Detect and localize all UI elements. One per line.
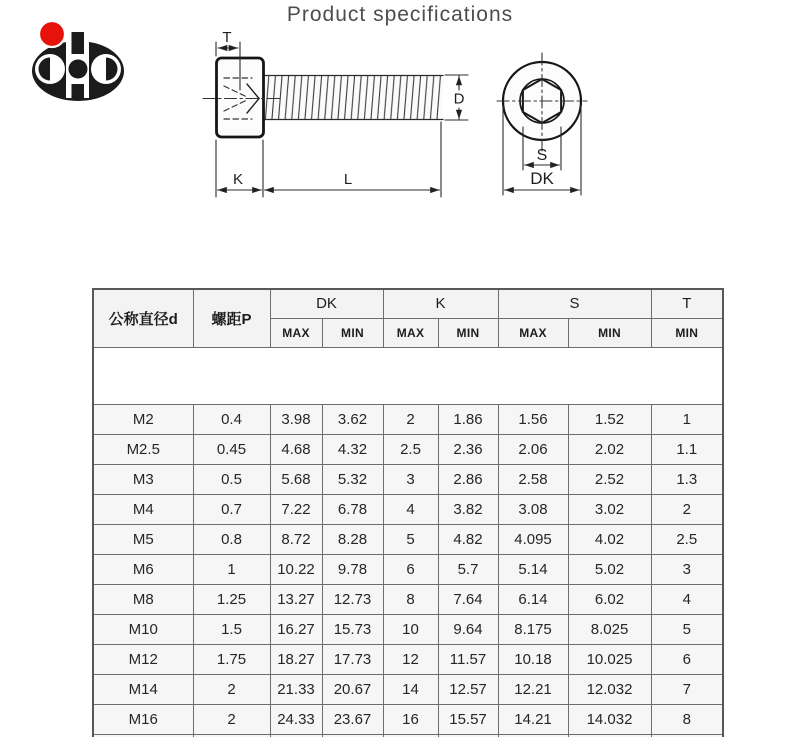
table-cell: M14 — [93, 674, 193, 704]
spec-table — [92, 288, 724, 737]
table-cell: 8.025 — [568, 614, 651, 644]
brand-logo-icon — [32, 21, 124, 101]
table-cell: 1.3 — [651, 464, 723, 494]
table-cell: 1.56 — [498, 404, 568, 434]
table-cell: 2.58 — [498, 464, 568, 494]
table-cell: 0.7 — [193, 494, 270, 524]
table-row — [93, 584, 723, 614]
empty-spacer-row — [93, 347, 723, 404]
table-cell: 2.86 — [438, 464, 498, 494]
table-cell: 3.02 — [568, 494, 651, 524]
header-t-min: MIN — [651, 318, 723, 347]
table-cell: 5.7 — [438, 554, 498, 584]
table-cell: 2.52 — [568, 464, 651, 494]
table-row — [93, 644, 723, 674]
table-cell: 0.4 — [193, 404, 270, 434]
table-cell: 12 — [383, 644, 438, 674]
table-cell: 20.67 — [322, 674, 383, 704]
table-cell: 1.52 — [568, 404, 651, 434]
spacer-cell — [93, 347, 723, 404]
table-cell: M5 — [93, 524, 193, 554]
table-cell: 4.02 — [568, 524, 651, 554]
header-group-dk: DK — [270, 289, 383, 318]
table-cell: 12.032 — [568, 674, 651, 704]
table-cell: 5 — [651, 614, 723, 644]
spec-table-rows — [93, 404, 723, 734]
table-cell: 6 — [383, 554, 438, 584]
header-group-s: S — [498, 289, 651, 318]
table-cell: 8.72 — [270, 524, 322, 554]
table-cell: 5.68 — [270, 464, 322, 494]
table-cell: 3.82 — [438, 494, 498, 524]
table-cell: 0.8 — [193, 524, 270, 554]
table-cell: 18.27 — [270, 644, 322, 674]
table-cell: 6 — [651, 644, 723, 674]
table-cell: 12.21 — [498, 674, 568, 704]
table-cell: 5.32 — [322, 464, 383, 494]
page-title: Product specifications — [286, 3, 514, 26]
table-row — [93, 674, 723, 704]
table-cell: 14.032 — [568, 704, 651, 734]
table-cell: 2.02 — [568, 434, 651, 464]
table-cell: 11.57 — [438, 644, 498, 674]
dim-label-S: S — [536, 147, 548, 164]
table-cell: M16 — [93, 704, 193, 734]
header-pitch: 螺距P — [193, 289, 270, 347]
table-cell: 6.02 — [568, 584, 651, 614]
table-cell: 5.14 — [498, 554, 568, 584]
table-cell: 2.5 — [383, 434, 438, 464]
header-dk-max: MAX — [270, 318, 322, 347]
table-cell: 3.08 — [498, 494, 568, 524]
table-cell: 23.67 — [322, 704, 383, 734]
table-cell: 5 — [383, 524, 438, 554]
table-cell: 4.68 — [270, 434, 322, 464]
table-cell: 2 — [193, 674, 270, 704]
table-cell: M12 — [93, 644, 193, 674]
table-cell: 0.5 — [193, 464, 270, 494]
table-cell: 14.21 — [498, 704, 568, 734]
table-row — [93, 554, 723, 584]
table-cell: 16 — [383, 704, 438, 734]
table-cell: 4.82 — [438, 524, 498, 554]
table-cell: 4.32 — [322, 434, 383, 464]
table-row — [93, 524, 723, 554]
table-cell: 3.62 — [322, 404, 383, 434]
table-cell: 2 — [651, 494, 723, 524]
table-row — [93, 464, 723, 494]
header-group-k: K — [383, 289, 498, 318]
table-cell: 7.22 — [270, 494, 322, 524]
table-cell: 1.75 — [193, 644, 270, 674]
dim-label-DK: DK — [530, 169, 554, 188]
table-cell: 2.5 — [651, 524, 723, 554]
table-cell: 9.78 — [322, 554, 383, 584]
table-cell: 13.27 — [270, 584, 322, 614]
table-cell: 2 — [383, 404, 438, 434]
table-cell: 21.33 — [270, 674, 322, 704]
header-k-min: MIN — [438, 318, 498, 347]
table-cell: 14 — [383, 674, 438, 704]
table-cell: 4 — [651, 584, 723, 614]
table-cell: 10.22 — [270, 554, 322, 584]
screw-side-view — [203, 29, 468, 197]
dim-label-K: K — [232, 171, 244, 188]
table-cell: 4.095 — [498, 524, 568, 554]
table-cell: 6.78 — [322, 494, 383, 524]
header-k-max: MAX — [383, 318, 438, 347]
table-cell: 15.57 — [438, 704, 498, 734]
table-cell: 8 — [383, 584, 438, 614]
table-row — [93, 614, 723, 644]
table-cell: M2 — [93, 404, 193, 434]
table-cell: 1.1 — [651, 434, 723, 464]
table-cell: M10 — [93, 614, 193, 644]
table-cell: 9.64 — [438, 614, 498, 644]
screw-end-view — [497, 53, 587, 195]
table-row — [93, 704, 723, 734]
table-row — [93, 434, 723, 464]
spec-table-header — [93, 289, 723, 347]
table-cell: 3.98 — [270, 404, 322, 434]
table-cell: M3 — [93, 464, 193, 494]
table-cell: 1.86 — [438, 404, 498, 434]
table-cell: M4 — [93, 494, 193, 524]
table-cell: 10 — [383, 614, 438, 644]
table-cell: 4 — [383, 494, 438, 524]
table-cell: 8 — [651, 704, 723, 734]
table-cell: 2.06 — [498, 434, 568, 464]
dim-label-D: D — [453, 90, 465, 108]
table-cell: 7.64 — [438, 584, 498, 614]
header-s-max: MAX — [498, 318, 568, 347]
header-dk-min: MIN — [322, 318, 383, 347]
header-group-t: T — [651, 289, 723, 318]
table-cell: 0.45 — [193, 434, 270, 464]
table-cell: 17.73 — [322, 644, 383, 674]
table-cell: 3 — [383, 464, 438, 494]
dim-label-L: L — [343, 171, 353, 188]
table-cell: 5.02 — [568, 554, 651, 584]
table-cell: 12.73 — [322, 584, 383, 614]
table-cell: 2 — [193, 704, 270, 734]
table-cell: 10.18 — [498, 644, 568, 674]
table-cell: 8.175 — [498, 614, 568, 644]
table-cell: 15.73 — [322, 614, 383, 644]
table-cell: 24.33 — [270, 704, 322, 734]
table-cell: 6.14 — [498, 584, 568, 614]
table-cell: 8.28 — [322, 524, 383, 554]
header-s-min: MIN — [568, 318, 651, 347]
table-row — [93, 494, 723, 524]
table-cell: 7 — [651, 674, 723, 704]
table-row — [93, 404, 723, 434]
table-cell: 10.025 — [568, 644, 651, 674]
table-cell: M6 — [93, 554, 193, 584]
header-nominal-diameter: 公称直径d — [93, 289, 193, 347]
table-cell: 12.57 — [438, 674, 498, 704]
table-cell: 1.5 — [193, 614, 270, 644]
table-cell: 1 — [193, 554, 270, 584]
dim-label-T: T — [222, 29, 232, 46]
table-cell: 1.25 — [193, 584, 270, 614]
table-cell: 1 — [651, 404, 723, 434]
table-cell: 16.27 — [270, 614, 322, 644]
table-cell: M8 — [93, 584, 193, 614]
table-cell: M2.5 — [93, 434, 193, 464]
table-cell: 2.36 — [438, 434, 498, 464]
table-cell: 3 — [651, 554, 723, 584]
